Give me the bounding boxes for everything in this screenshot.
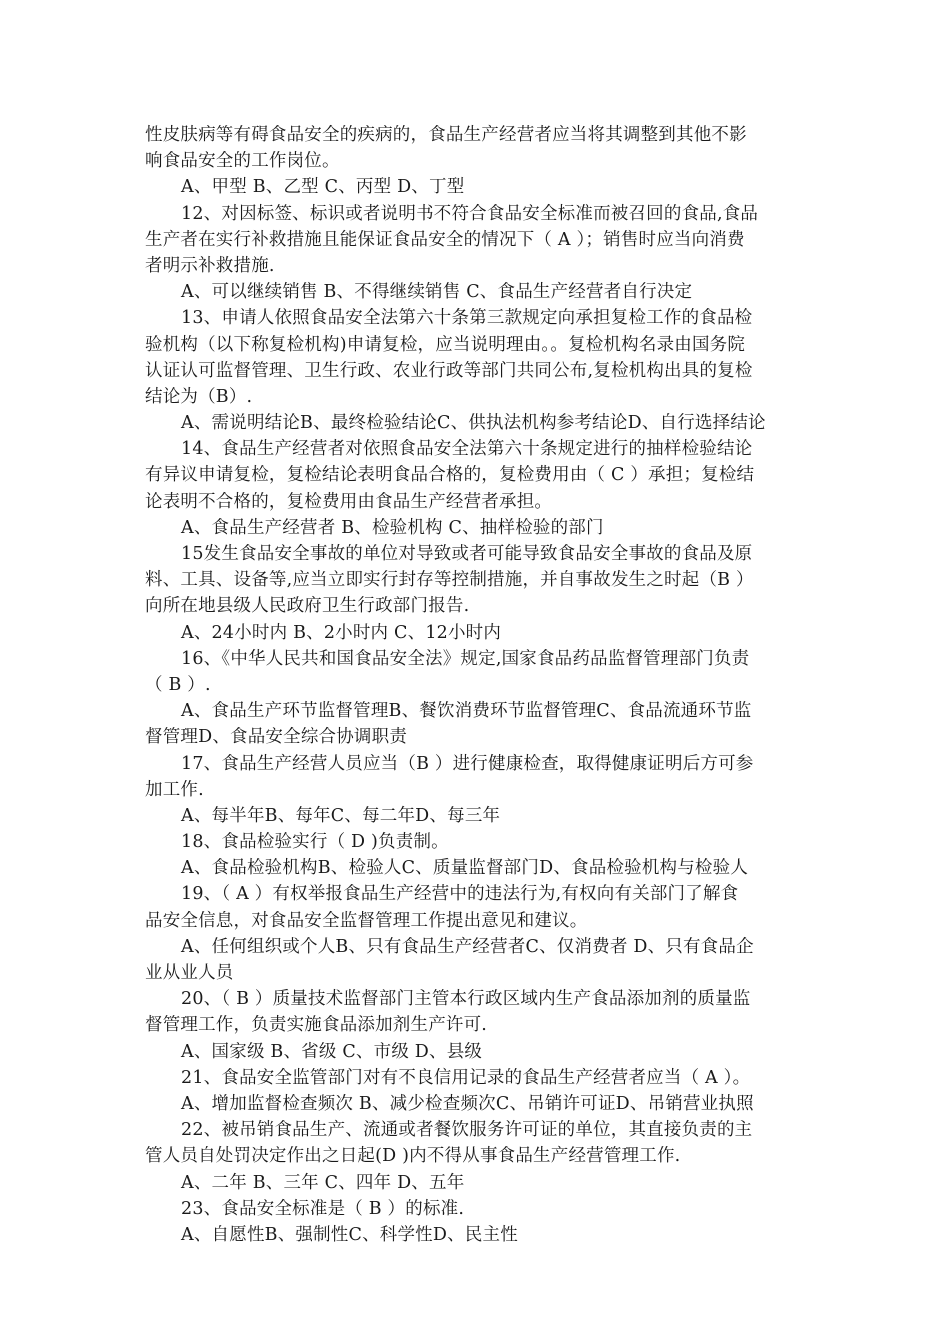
text-line: （ B ）. bbox=[145, 674, 211, 695]
text-line: A、食品生产环节监督管理B、餐饮消费环节监督管理C、食品流通环节监 bbox=[181, 701, 752, 722]
text-line: 21、食品安全监管部门对有不良信用记录的食品生产经营者应当（ A ）。 bbox=[181, 1067, 751, 1088]
text-line: 22、被吊销食品生产、流通或者餐饮服务许可证的单位，其直接负责的主 bbox=[181, 1120, 753, 1141]
text-line: 12、对因标签、标识或者说明书不符合食品安全标准而被召回的食品,食品 bbox=[181, 203, 759, 224]
text-line: 向所在地县级人民政府卫生行政部门报告. bbox=[145, 596, 470, 617]
text-line: A、增加监督检查频次 B、减少检查频次C、吊销许可证D、吊销营业执照 bbox=[181, 1093, 754, 1114]
text-line: 结论为（B）. bbox=[145, 386, 253, 407]
text-line: 14、食品生产经营者对依照食品安全法第六十条规定进行的抽样检验结论 bbox=[181, 439, 753, 460]
text-line: 者明示补救措施. bbox=[145, 255, 275, 276]
text-line: A、每半年B、每年C、每二年D、每三年 bbox=[181, 805, 501, 826]
text-line: 督管理工作，负责实施食品添加剂生产许可. bbox=[145, 1015, 488, 1036]
text-line: 13、申请人依照食品安全法第六十条第三款规定向承担复检工作的食品检 bbox=[181, 308, 753, 329]
text-line: 验机构（以下称复检机构)申请复检，应当说明理由。。复检机构名录由国务院 bbox=[145, 334, 746, 355]
document-body bbox=[145, 122, 810, 1248]
text-line: 23、食品安全标准是（ B ）的标准. bbox=[181, 1198, 465, 1219]
text-line: 19、（ A ）有权举报食品生产经营中的违法行为,有权向有关部门了解食 bbox=[181, 884, 739, 905]
text-line: A、24小时内 B、2小时内 C、12小时内 bbox=[181, 622, 502, 643]
text-line: 15发生食品安全事故的单位对导致或者可能导致食品安全事故的食品及原 bbox=[181, 544, 753, 564]
text-line: A、自愿性B、强制性C、科学性D、民主性 bbox=[181, 1224, 518, 1245]
text-line: 加工作. bbox=[145, 779, 204, 800]
text-line: 业从业人员 bbox=[145, 963, 234, 983]
text-line: A、任何组织或个人B、只有食品生产经营者C、仅消费者 D、只有食品企 bbox=[181, 936, 754, 957]
text-line: 认证认可监督管理、卫生行政、农业行政等部门共同公布,复检机构出具的复检 bbox=[145, 360, 753, 381]
text-line: A、可以继续销售 B、不得继续销售 C、食品生产经营者自行决定 bbox=[181, 282, 693, 303]
text-line: 响食品安全的工作岗位。 bbox=[145, 151, 340, 172]
text-line: A、食品检验机构B、检验人C、质量监督部门D、食品检验机构与检验人 bbox=[181, 858, 749, 879]
text-line: 性皮肤病等有碍食品安全的疾病的，食品生产经营者应当将其调整到其他不影 bbox=[145, 125, 747, 145]
text-line: 论表明不合格的，复检费用由食品生产经营者承担。 bbox=[145, 491, 553, 512]
text-line: 督管理D、食品安全综合协调职责 bbox=[145, 727, 408, 748]
text-line: 18、食品检验实行（ D )负责制。 bbox=[181, 832, 449, 853]
text-line: 料、工具、设备等,应当立即实行封存等控制措施，并自事故发生之时起（B ） bbox=[145, 570, 754, 591]
text-line: A、需说明结论B、最终检验结论C、供执法机构参考结论D、自行选择结论 bbox=[181, 413, 766, 434]
text-line: 17、食品生产经营人员应当（B ）进行健康检查，取得健康证明后方可参 bbox=[181, 753, 754, 774]
text-line: A、国家级 B、省级 C、市级 D、县级 bbox=[181, 1041, 483, 1062]
text-line: 20、（ B ）质量技术监督部门主管本行政区域内生产食品添加剂的质量监 bbox=[181, 989, 751, 1010]
text-line: A、食品生产经营者 B、检验机构 C、抽样检验的部门 bbox=[181, 517, 604, 538]
text-line: 有异议申请复检，复检结论表明食品合格的，复检费用由（ C ）承担；复检结 bbox=[145, 465, 755, 486]
text-line: 生产者在实行补救措施且能保证食品安全的情况下（ A ）；销售时应当向消费 bbox=[145, 229, 745, 250]
text-line: 管人员自处罚决定作出之日起(D )内不得从事食品生产经营管理工作. bbox=[145, 1146, 681, 1167]
text-line: A、甲型 B、乙型 C、丙型 D、丁型 bbox=[181, 177, 465, 198]
text-line: 品安全信息，对食品安全监督管理工作提出意见和建议。 bbox=[145, 910, 588, 931]
text-line: A、二年 B、三年 C、四年 D、五年 bbox=[181, 1172, 465, 1193]
text-line: 16、《中华人民共和国食品安全法》规定,国家食品药品监督管理部门负责 bbox=[181, 648, 750, 669]
